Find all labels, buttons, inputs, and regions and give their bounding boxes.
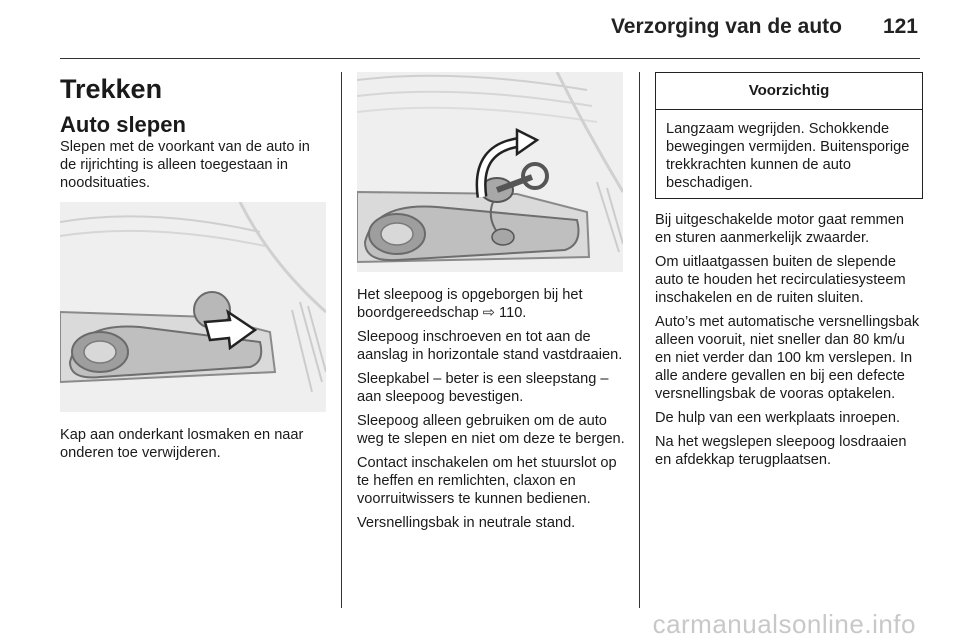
column-divider: [341, 72, 342, 608]
page-number: 121: [882, 15, 918, 38]
paragraph: De hulp van een werkplaats inroepen.: [655, 410, 901, 426]
paragraph: Na het wegslepen sleepoog losdraaien en afdekkap terugplaatsen.: [655, 434, 907, 468]
paragraph: Sleepkabel – beter is een sleepstang – aan sleepoog bevestigen.: [357, 371, 609, 405]
section-subheading: Auto slepen: [60, 112, 186, 137]
page-header: [0, 0, 960, 60]
column-1: [60, 72, 328, 468]
intro-paragraph: Slepen met de voorkant van de auto in de rijrichting is alleen toegestaan in noodsituaties.: [60, 139, 310, 191]
paragraph: Sleepoog inschroeven en tot aan de aanslag in horizontale stand vastdraaien.: [357, 329, 623, 363]
paragraph: Contact inschakelen om het stuurslot op te heffen en remlichten, claxon en voorruitwissers te kunnen bedienen.: [357, 455, 617, 507]
watermark-text: carmanualsonline.info: [652, 609, 916, 639]
header-rule: [60, 58, 920, 59]
tow-eye-illustration: [357, 72, 623, 272]
paragraph: Auto’s met automatische versnellingsbak alleen vooruit, niet sneller dan 80 km/u en niet verder dan 100 km verslepen. In alle andere gevallen en bij een defecte versnellingsbak de vooras optakelen.: [655, 314, 920, 402]
paragraph: Het sleepoog is opgeborgen bij het boordgereedschap ⇨ 110.: [357, 287, 583, 321]
paragraph: Om uitlaatgassen buiten de slepende auto te houden het recirculatiesysteem inschakelen en de ruiten sluiten.: [655, 254, 906, 306]
section-heading: Trekken: [60, 74, 163, 104]
paragraph: Versnellingsbak in neutrale stand.: [357, 515, 576, 531]
paragraph: Bij uitgeschakelde motor gaat remmen en sturen aanmerkelijk zwaarder.: [655, 212, 905, 246]
header-title: Verzorging van de auto: [610, 15, 842, 38]
caution-box: [655, 72, 923, 199]
caution-text: Langzaam wegrijden. Schokkende bewegingen vermijden. Buitensporige trekkrachten kunnen de auto beschadigen.: [666, 121, 910, 191]
column-3: [655, 72, 923, 475]
figure-caption: Kap aan onderkant losmaken en naar onderen toe verwijderen.: [60, 427, 304, 461]
caution-title: Voorzichtig: [656, 73, 922, 110]
paragraph: Sleepoog alleen gebruiken om de auto weg te slepen en niet om deze te bergen.: [357, 413, 625, 447]
bumper-cover-illustration: [60, 202, 326, 412]
caution-body: [656, 110, 922, 198]
column-divider: [639, 72, 640, 608]
column-2: [357, 72, 625, 538]
